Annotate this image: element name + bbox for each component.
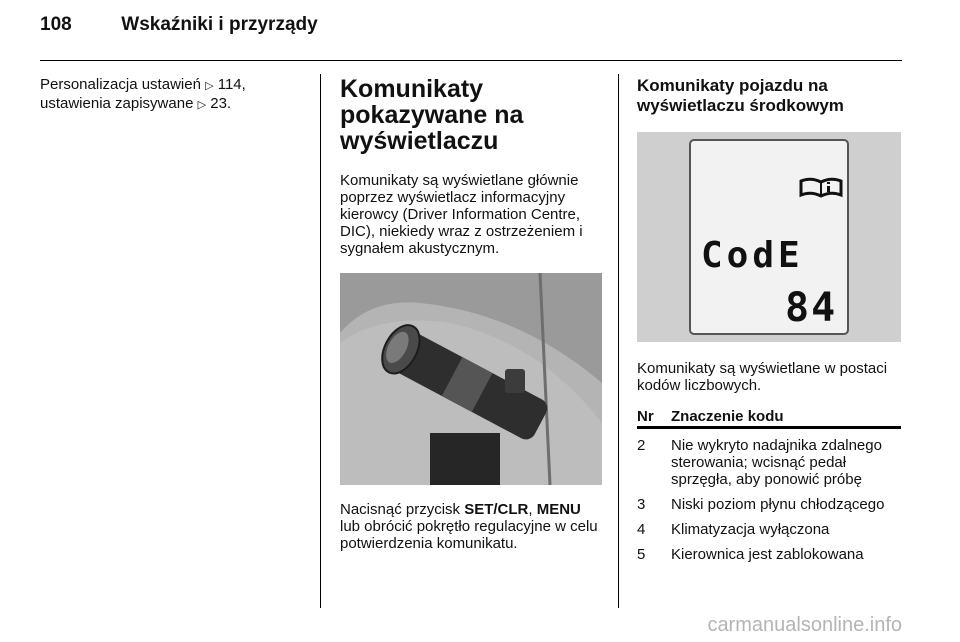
row-text: Niski poziom płynu chłodzącego — [671, 496, 885, 513]
cross-reference-text — [40, 76, 310, 114]
menu-button-name: MENU — [536, 501, 581, 518]
row-nr: 4 — [637, 521, 646, 538]
row-nr: 5 — [637, 546, 646, 563]
page-number: 108 — [40, 14, 72, 35]
right-arrow-icon: ▷ — [197, 99, 207, 111]
column-divider-right — [618, 74, 619, 608]
section-paragraph: Komunikaty są wyświetlane głównie poprzez wyświetlacz informacyjny kierowcy (Driver Information Centre, DIC), niekiedy wraz z ostrzeżeniem i sygnałem akustycznym. — [340, 172, 583, 257]
lcd-display-image — [637, 132, 901, 342]
caption-text-end: lub obrócić pokrętło regulacyjne w celu potwierdzenia komunikatu. — [340, 518, 598, 552]
ref-label-personalization: Personalizacja ustawień — [40, 76, 201, 93]
photo-caption — [340, 501, 602, 552]
table-header — [637, 408, 901, 429]
page-title: Wskaźniki i przyrządy — [121, 14, 318, 35]
header-rule — [40, 60, 902, 61]
table-row — [637, 546, 901, 563]
right-arrow-icon: ▷ — [205, 80, 214, 92]
column-middle — [340, 76, 602, 552]
table-row — [637, 496, 901, 513]
header-nr: Nr — [637, 408, 654, 425]
section-heading: Komunikaty pokazywane na wyświetlaczu — [340, 75, 524, 155]
set-clr-button-name: SET/CLR — [464, 501, 529, 518]
column-divider-left — [320, 74, 321, 608]
code-table — [637, 408, 901, 563]
row-nr: 3 — [637, 496, 646, 513]
stalk-illustration — [340, 273, 602, 485]
ref-page-23[interactable]: 23. — [210, 95, 232, 112]
page-header — [40, 14, 318, 36]
watermark: carmanualsonline.info — [707, 614, 902, 636]
table-row — [637, 437, 901, 488]
ref-label-saved-settings: ustawienia zapisywane — [40, 95, 194, 112]
ref-page-114[interactable]: 114, — [217, 76, 246, 93]
row-nr: 2 — [637, 437, 646, 454]
lcd-code-word: CodE — [701, 235, 804, 276]
section-heading-vehicle-messages: Komunikaty pojazdu na wyświetlaczu środkowym — [637, 76, 844, 115]
caption-separator: , — [528, 501, 537, 518]
caption-text-start: Nacisnąć przycisk — [340, 501, 465, 518]
column-right — [637, 76, 901, 563]
column-left — [40, 76, 310, 114]
lcd-display-screen — [689, 139, 849, 335]
header-meaning: Znaczenie kodu — [671, 408, 784, 425]
row-text: Nie wykryto nadajnika zdalnego sterowania; wcisnąć pedał sprzęgła, aby ponowić próbę — [671, 437, 882, 488]
steering-column-stalk-photo — [340, 273, 602, 485]
lcd-code-number: 84 — [785, 285, 838, 331]
row-text: Klimatyzacja wyłączona — [671, 521, 830, 538]
table-row — [637, 521, 901, 538]
row-text: Kierownica jest zablokowana — [671, 546, 864, 563]
lcd-caption: Komunikaty są wyświetlane w postaci kodów liczbowych. — [637, 360, 888, 394]
